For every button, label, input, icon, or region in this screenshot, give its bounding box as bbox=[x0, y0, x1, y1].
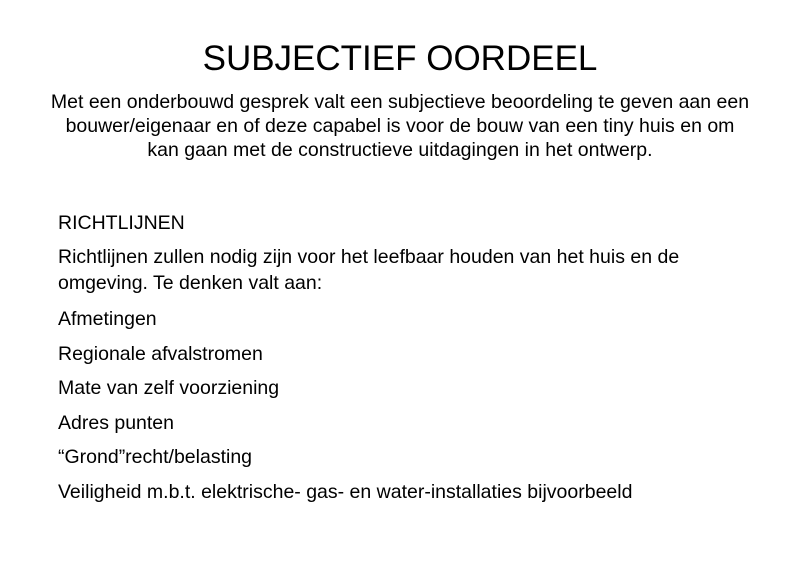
list-item-afmetingen: Afmetingen bbox=[58, 308, 157, 330]
list-item-zelfvoorziening: Mate van zelf voorziening bbox=[58, 377, 280, 399]
section-paragraph: Richtlijnen zullen nodig zijn voor het leefbaar houden van het huis en de omgeving. Te denken valt aan: bbox=[58, 246, 680, 294]
slide-title: SUBJECTIEF OORDEEL bbox=[202, 39, 598, 78]
list-item-grondrecht: “Grond”recht/belasting bbox=[58, 446, 253, 468]
section-heading: RICHTLIJNEN bbox=[58, 212, 185, 234]
list-item-adrespunten: Adres punten bbox=[58, 411, 175, 434]
guideline-list bbox=[58, 306, 778, 513]
list-item-afvalstromen: Regionale afvalstromen bbox=[58, 342, 263, 365]
intro-paragraph: Met een onderbouwd gesprek valt een subjectieve beoordeling te geven aan een bouwer/eigenaar en of deze capabel is voor de bouw van een tiny huis en om kan gaan met de constructieve uitdagingen in het ontwerp. bbox=[50, 91, 750, 161]
list-item-veiligheid: Veiligheid m.b.t. elektrische- gas- en water-installaties bijvoorbeeld bbox=[58, 480, 633, 503]
